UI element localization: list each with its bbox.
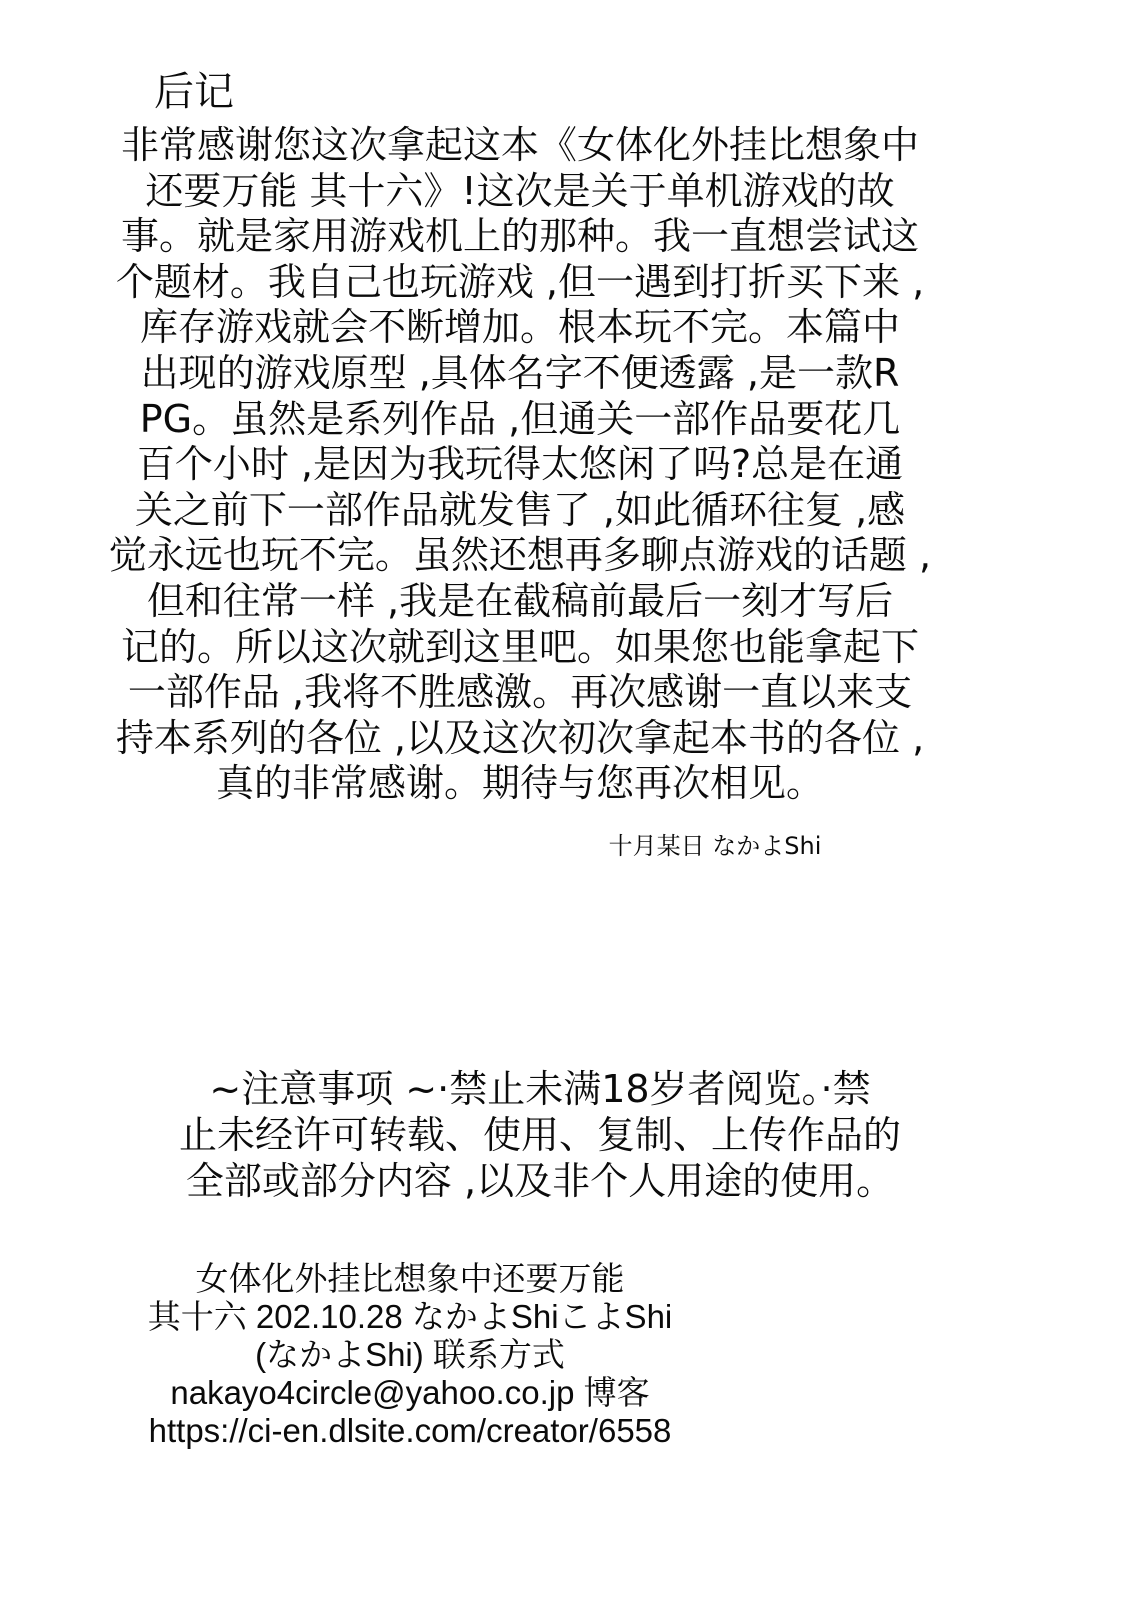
afterword-line: 关之前下一部作品就发售了 ,如此循环往复 ,感	[134, 487, 906, 532]
colophon-contact-label: (なかよShi) 联系方式	[255, 1336, 565, 1373]
notice-line: 全部或部分内容 ,以及非个人用途的使用。	[185, 1159, 895, 1203]
afterword-line: 持本系列的各位 ,以及这次初次拿起本书的各位 ,	[115, 715, 925, 760]
notice-line: 止未经许可转载、使用、复制、上传作品的	[178, 1113, 901, 1157]
afterword-line: 觉永远也玩不完。虽然还想再多聊点游戏的话题 ,	[108, 533, 932, 578]
afterword-line: PG。虽然是系列作品 ,但通关一部作品要花几	[139, 396, 901, 441]
afterword-line: 非常感谢您这次拿起这本《女体化外挂比想象中	[120, 123, 919, 167]
afterword-line: 个题材。我自己也玩游戏 ,但一遇到打折买下来 ,	[115, 259, 925, 304]
afterword-line: 库存游戏就会不断增加。根本玩不完。本篇中	[139, 305, 900, 350]
afterword-line: 事。就是家用游戏机上的那种。我一直想尝试这	[120, 214, 919, 259]
colophon-url-line: https://ci-en.dlsite.com/creator/6558	[148, 1412, 672, 1449]
author-signature: 十月某日 なかよShi	[608, 832, 822, 860]
afterword-line: 记的。所以这次就到这里吧。如果您也能拿起下	[120, 624, 919, 669]
colophon-date-line: 其十六 202.10.28 なかよShiこよShi	[147, 1298, 673, 1335]
afterword-line: 真的非常感谢。期待与您再次相见。	[215, 761, 824, 806]
afterword-line: 一部作品 ,我将不胜感激。再次感谢一直以来支	[127, 670, 913, 715]
colophon-email-line: nakayo4circle@yahoo.co.jp 博客	[170, 1374, 650, 1411]
colophon-title-line: 女体化外挂比想象中还要万能	[195, 1260, 625, 1297]
afterword-line: 出现的游戏原型 ,具体名字不便透露 ,是一款R	[140, 350, 900, 395]
notice-line: ~注意事项 ~·禁止未满18岁者阅览。·禁	[209, 1067, 871, 1111]
afterword-body	[40, 123, 1000, 807]
afterword-heading: 后记	[154, 69, 234, 115]
notice-block	[80, 1066, 1000, 1204]
colophon-block	[80, 1260, 740, 1450]
afterword-line: 百个小时 ,是因为我玩得太悠闲了吗?总是在通	[136, 442, 904, 487]
afterword-line: 但和往常一样 ,我是在截稿前最后一刻才写后	[146, 578, 894, 623]
afterword-line: 还要万能 其十六》!这次是关于单机游戏的故	[145, 168, 895, 213]
